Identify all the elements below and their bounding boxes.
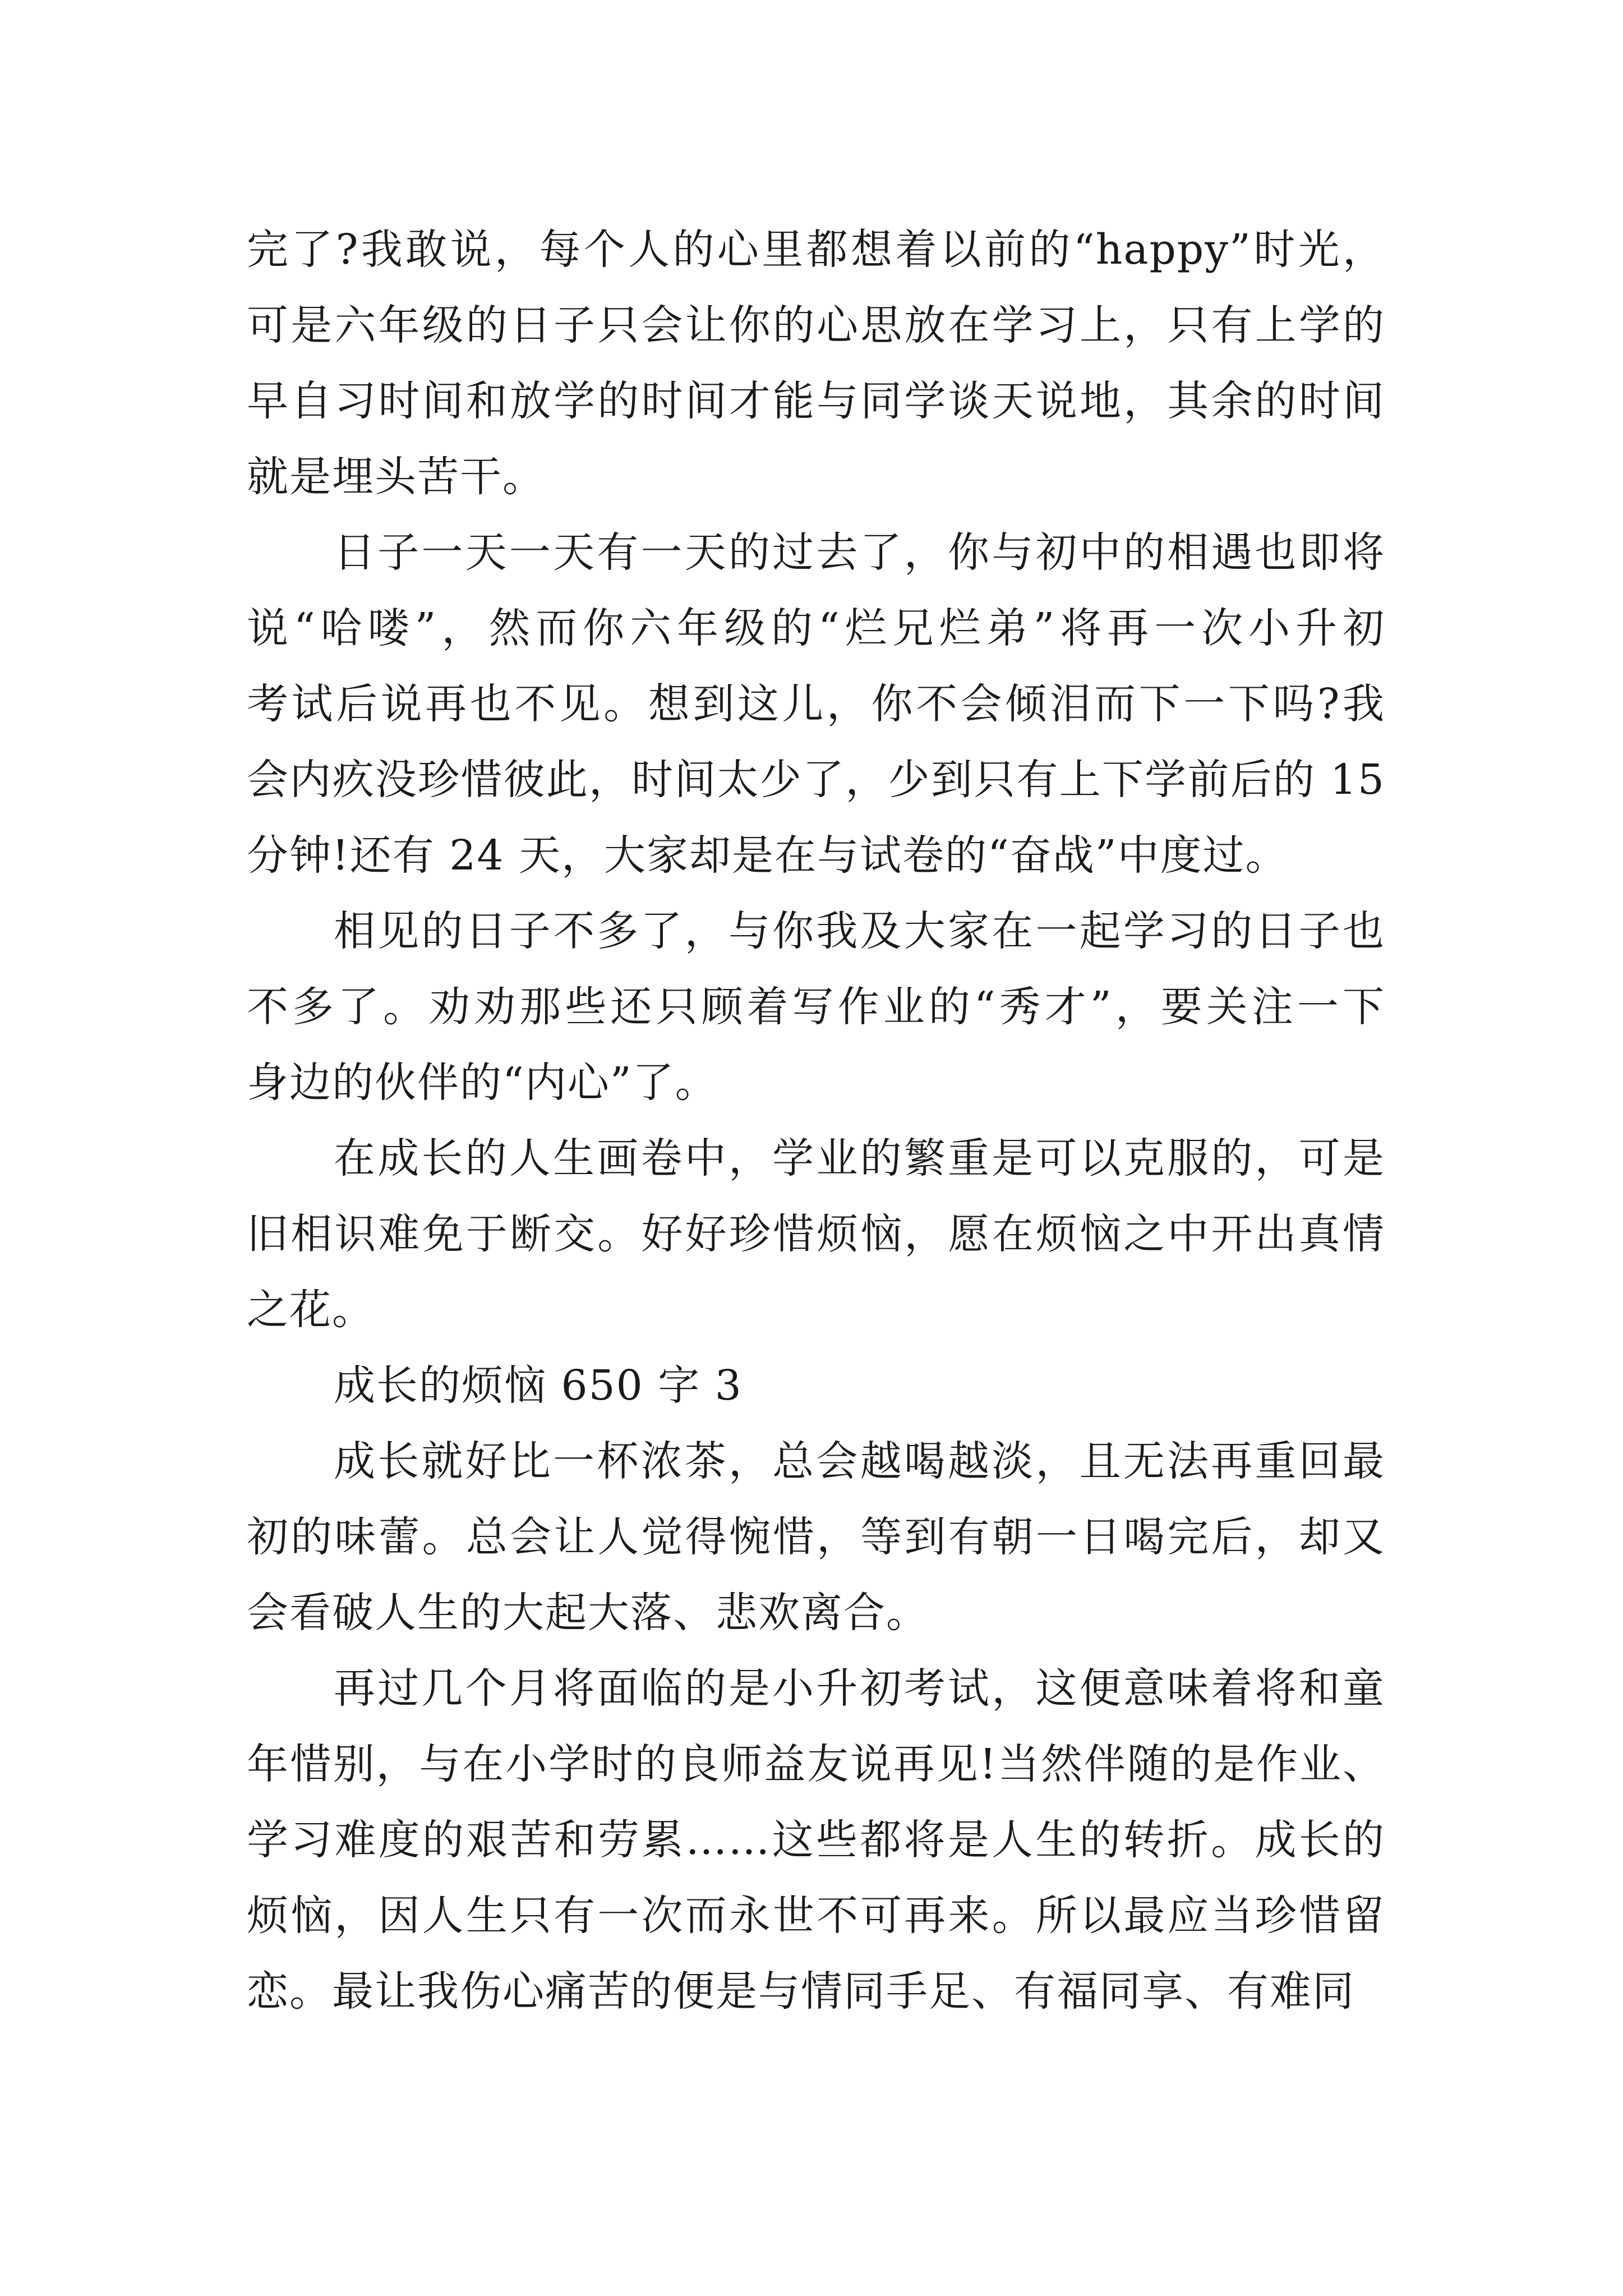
paragraph-5 bbox=[247, 1424, 1385, 1651]
text-line: 在成长的人生画卷中，学业的繁重是可以克服的，可是 bbox=[334, 1134, 1385, 1182]
text-line: 可是六年级的日子只会让你的心思放在学习上，只有上学的 bbox=[247, 301, 1385, 349]
text-line: 烦恼，因人生只有一次而永世不可再来。所以最应当珍惜留 bbox=[247, 1892, 1385, 1940]
text-line: 恋。最让我伤心痛苦的便是与情同手足、有福同享、有难同 bbox=[247, 1967, 1355, 2016]
text-line: 会看破人生的大起大落、悲欢离合。 bbox=[247, 1589, 929, 1637]
text-line: 完了?我敢说，每个人的心里都想着以前的“happy”时光， bbox=[247, 226, 1385, 274]
text-line: 早自习时间和放学的时间才能与同学谈天说地，其余的时间 bbox=[247, 377, 1385, 425]
text-line: 旧相识难免于断交。好好珍惜烦恼，愿在烦恼之中开出真情 bbox=[247, 1210, 1385, 1258]
document-body bbox=[247, 212, 1385, 2030]
text-line: 日子一天一天有一天的过去了，你与初中的相遇也即将 bbox=[334, 528, 1385, 577]
paragraph-4 bbox=[247, 1121, 1385, 1348]
text-line: 说“哈喽”，然而你六年级的“烂兄烂弟”将再一次小升初 bbox=[247, 604, 1385, 652]
text-line: 就是埋头苦干。 bbox=[247, 453, 545, 501]
text-line: 成长的烦恼 650 字 3 bbox=[334, 1361, 743, 1410]
text-line: 成长就好比一杯浓茶，总会越喝越淡，且无法再重回最 bbox=[334, 1437, 1385, 1485]
section-title bbox=[247, 1348, 1385, 1424]
paragraph-1 bbox=[247, 212, 1385, 515]
paragraph-2 bbox=[247, 515, 1385, 894]
paragraph-6 bbox=[247, 1651, 1385, 2030]
text-line: 考试后说再也不见。想到这儿，你不会倾泪而下一下吗?我 bbox=[247, 680, 1385, 728]
text-line: 之花。 bbox=[247, 1286, 375, 1334]
text-line: 学习难度的艰苦和劳累……这些都将是人生的转折。成长的 bbox=[247, 1816, 1385, 1864]
text-line: 会内疚没珍惜彼此，时间太少了，少到只有上下学前后的 15 bbox=[247, 756, 1385, 804]
text-line: 相见的日子不多了，与你我及大家在一起学习的日子也 bbox=[334, 907, 1385, 955]
text-line: 再过几个月将面临的是小升初考试，这便意味着将和童 bbox=[334, 1664, 1385, 1713]
text-line: 不多了。劝劝那些还只顾着写作业的“秀才”，要关注一下 bbox=[247, 983, 1385, 1031]
text-line: 身边的伙伴的“内心”了。 bbox=[247, 1059, 718, 1107]
text-line: 初的味蕾。总会让人觉得惋惜，等到有朝一日喝完后，却又 bbox=[247, 1513, 1385, 1561]
text-line: 分钟!还有 24 天，大家却是在与试卷的“奋战”中度过。 bbox=[247, 831, 1288, 880]
paragraph-3 bbox=[247, 894, 1385, 1121]
text-line: 年惜别，与在小学时的良师益友说再见!当然伴随的是作业、 bbox=[247, 1740, 1385, 1788]
